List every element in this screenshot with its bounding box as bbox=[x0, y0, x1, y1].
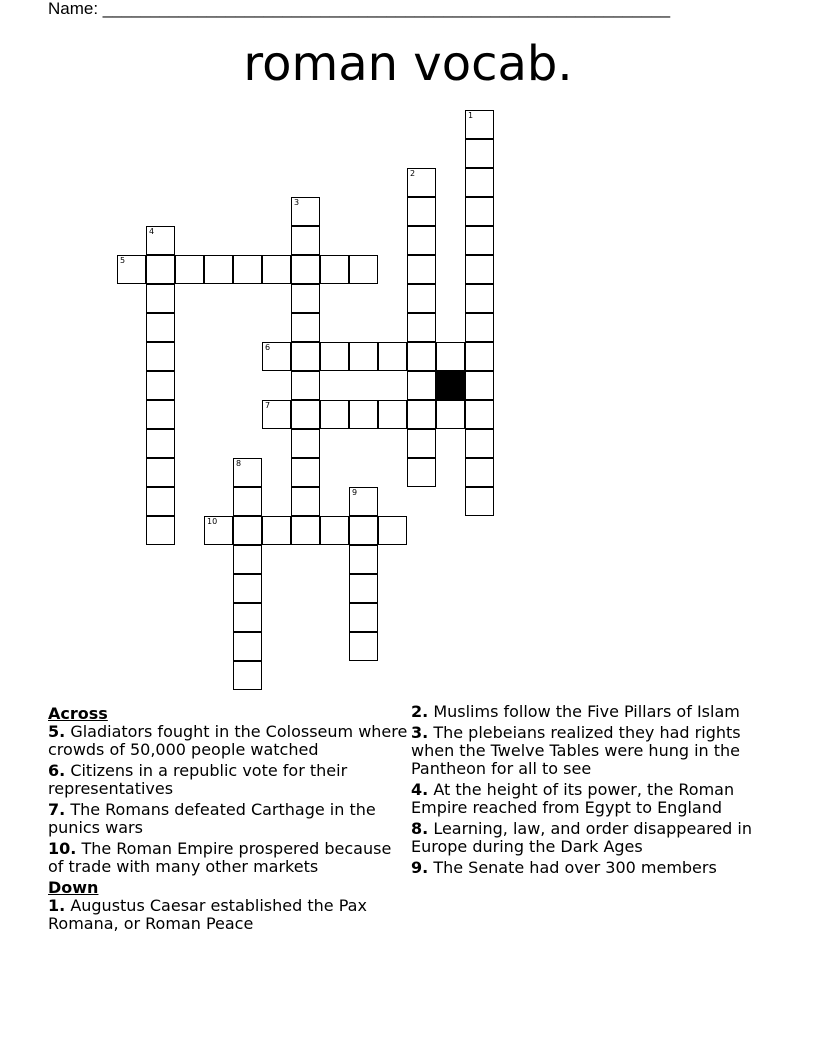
grid-cell[interactable] bbox=[291, 342, 320, 371]
grid-cell[interactable] bbox=[407, 255, 436, 284]
grid-cell[interactable] bbox=[349, 342, 378, 371]
grid-cell[interactable] bbox=[378, 400, 407, 429]
grid-cell[interactable] bbox=[291, 226, 320, 255]
clue-text: The Senate had over 300 members bbox=[433, 858, 717, 877]
down-clue bbox=[411, 703, 761, 721]
grid-cell[interactable] bbox=[465, 255, 494, 284]
grid-cell[interactable] bbox=[146, 487, 175, 516]
down-clue bbox=[411, 859, 761, 877]
grid-cell[interactable] bbox=[465, 371, 494, 400]
grid-cell[interactable] bbox=[262, 516, 291, 545]
grid-cell[interactable] bbox=[407, 313, 436, 342]
grid-cell[interactable] bbox=[291, 197, 320, 226]
clue-number-label: 6 bbox=[265, 343, 271, 352]
grid-cell[interactable] bbox=[233, 632, 262, 661]
grid-cell[interactable] bbox=[378, 516, 407, 545]
grid-cell[interactable] bbox=[407, 168, 436, 197]
grid-cell[interactable] bbox=[378, 342, 407, 371]
grid-cell[interactable] bbox=[146, 284, 175, 313]
grid-cell[interactable] bbox=[320, 342, 349, 371]
grid-cell[interactable] bbox=[407, 226, 436, 255]
clue-text: The Romans defeated Carthage in the punics wars bbox=[48, 800, 376, 837]
clue-number-label: 4 bbox=[149, 227, 155, 236]
grid-cell[interactable] bbox=[465, 226, 494, 255]
clues-right-column bbox=[411, 703, 761, 880]
grid-cell[interactable] bbox=[204, 255, 233, 284]
clue-text: Muslims follow the Five Pillars of Islam bbox=[433, 702, 740, 721]
grid-cell[interactable] bbox=[291, 284, 320, 313]
grid-cell[interactable] bbox=[233, 255, 262, 284]
grid-cell[interactable] bbox=[407, 458, 436, 487]
grid-cell[interactable] bbox=[407, 371, 436, 400]
grid-cell[interactable] bbox=[233, 458, 262, 487]
across-clue bbox=[48, 762, 408, 798]
grid-cell[interactable] bbox=[436, 400, 465, 429]
grid-cell[interactable] bbox=[465, 458, 494, 487]
across-clue bbox=[48, 723, 408, 759]
down-header: Down bbox=[48, 878, 99, 897]
grid-cell[interactable] bbox=[233, 574, 262, 603]
grid-cell[interactable] bbox=[407, 284, 436, 313]
grid-cell[interactable] bbox=[465, 342, 494, 371]
clue-number-label: 3 bbox=[294, 198, 300, 207]
grid-cell[interactable] bbox=[465, 284, 494, 313]
clue-number: 4. bbox=[411, 780, 429, 799]
grid-cell[interactable] bbox=[320, 400, 349, 429]
grid-cell[interactable] bbox=[233, 516, 262, 545]
grid-cell[interactable] bbox=[349, 400, 378, 429]
grid-cell[interactable] bbox=[291, 458, 320, 487]
clue-text: The plebeians realized they had rights when the Twelve Tables were hung in the Pantheon for all to see bbox=[411, 723, 741, 778]
across-header: Across bbox=[48, 704, 108, 723]
clue-number-label: 7 bbox=[265, 401, 271, 410]
grid-cell[interactable] bbox=[407, 400, 436, 429]
clue-number: 1. bbox=[48, 896, 66, 915]
down-clue bbox=[411, 724, 761, 778]
grid-cell[interactable] bbox=[320, 516, 349, 545]
clue-text: The Roman Empire prospered because of trade with many other markets bbox=[48, 839, 392, 876]
clue-number-label: 9 bbox=[352, 488, 358, 497]
clue-number-label: 8 bbox=[236, 459, 242, 468]
clues-left-column bbox=[48, 703, 408, 936]
clue-number-label: 5 bbox=[120, 256, 126, 265]
grid-cell[interactable] bbox=[233, 545, 262, 574]
grid-cell[interactable] bbox=[349, 574, 378, 603]
grid-cell[interactable] bbox=[349, 545, 378, 574]
grid-cell[interactable] bbox=[465, 400, 494, 429]
grid-cell[interactable] bbox=[262, 342, 291, 371]
name-line: Name: ____________________________________________________________ bbox=[48, 0, 671, 18]
grid-cell[interactable] bbox=[233, 603, 262, 632]
grid-cell[interactable] bbox=[465, 487, 494, 516]
clue-number-label: 1 bbox=[468, 111, 474, 120]
grid-cell[interactable] bbox=[349, 516, 378, 545]
clue-number: 6. bbox=[48, 761, 66, 780]
grid-cell[interactable] bbox=[146, 429, 175, 458]
down-clue bbox=[411, 820, 761, 856]
grid-cell[interactable] bbox=[465, 429, 494, 458]
grid-cell[interactable] bbox=[465, 168, 494, 197]
grid-cell[interactable] bbox=[262, 255, 291, 284]
grid-cell[interactable] bbox=[291, 429, 320, 458]
down-clue bbox=[48, 897, 408, 933]
clue-number-label: 2 bbox=[410, 169, 416, 178]
grid-cell[interactable] bbox=[349, 603, 378, 632]
grid-cell[interactable] bbox=[349, 487, 378, 516]
grid-cell[interactable] bbox=[349, 255, 378, 284]
across-clue bbox=[48, 840, 408, 876]
grid-cell[interactable] bbox=[465, 197, 494, 226]
clue-text: Citizens in a republic vote for their representatives bbox=[48, 761, 348, 798]
clue-text: Gladiators fought in the Colosseum where crowds of 50,000 people watched bbox=[48, 722, 408, 759]
grid-cell[interactable] bbox=[146, 342, 175, 371]
grid-cell[interactable] bbox=[465, 313, 494, 342]
grid-block bbox=[436, 371, 465, 400]
clue-number: 10. bbox=[48, 839, 77, 858]
grid-cell[interactable] bbox=[407, 197, 436, 226]
clue-number: 5. bbox=[48, 722, 66, 741]
grid-cell[interactable] bbox=[146, 371, 175, 400]
clue-number: 9. bbox=[411, 858, 429, 877]
grid-cell[interactable] bbox=[291, 371, 320, 400]
clue-text: Augustus Caesar established the Pax Romana, or Roman Peace bbox=[48, 896, 367, 933]
grid-cell[interactable] bbox=[291, 255, 320, 284]
grid-cell[interactable] bbox=[146, 516, 175, 545]
grid-cell[interactable] bbox=[407, 429, 436, 458]
clue-number: 2. bbox=[411, 702, 429, 721]
grid-cell[interactable] bbox=[233, 487, 262, 516]
grid-cell[interactable] bbox=[465, 110, 494, 139]
grid-cell[interactable] bbox=[291, 400, 320, 429]
grid-cell[interactable] bbox=[320, 255, 349, 284]
grid-cell[interactable] bbox=[175, 255, 204, 284]
clue-number: 7. bbox=[48, 800, 66, 819]
clue-number: 3. bbox=[411, 723, 429, 742]
clue-number-label: 10 bbox=[207, 517, 218, 526]
grid-cell[interactable] bbox=[291, 516, 320, 545]
grid-cell[interactable] bbox=[117, 255, 146, 284]
grid-cell[interactable] bbox=[291, 313, 320, 342]
clue-number: 8. bbox=[411, 819, 429, 838]
grid-cell[interactable] bbox=[436, 342, 465, 371]
page-title: roman vocab. bbox=[243, 36, 573, 92]
down-clue bbox=[411, 781, 761, 817]
grid-cell[interactable] bbox=[349, 632, 378, 661]
grid-cell[interactable] bbox=[407, 342, 436, 371]
grid-cell[interactable] bbox=[233, 661, 262, 690]
grid-cell[interactable] bbox=[146, 400, 175, 429]
grid-cell[interactable] bbox=[146, 458, 175, 487]
grid-cell[interactable] bbox=[146, 313, 175, 342]
across-clue bbox=[48, 801, 408, 837]
grid-cell[interactable] bbox=[204, 516, 233, 545]
grid-cell[interactable] bbox=[146, 255, 175, 284]
clue-text: Learning, law, and order disappeared in Europe during the Dark Ages bbox=[411, 819, 752, 856]
clue-text: At the height of its power, the Roman Empire reached from Egypt to England bbox=[411, 780, 735, 817]
grid-cell[interactable] bbox=[262, 400, 291, 429]
grid-cell[interactable] bbox=[146, 226, 175, 255]
grid-cell[interactable] bbox=[465, 139, 494, 168]
grid-cell[interactable] bbox=[291, 487, 320, 516]
